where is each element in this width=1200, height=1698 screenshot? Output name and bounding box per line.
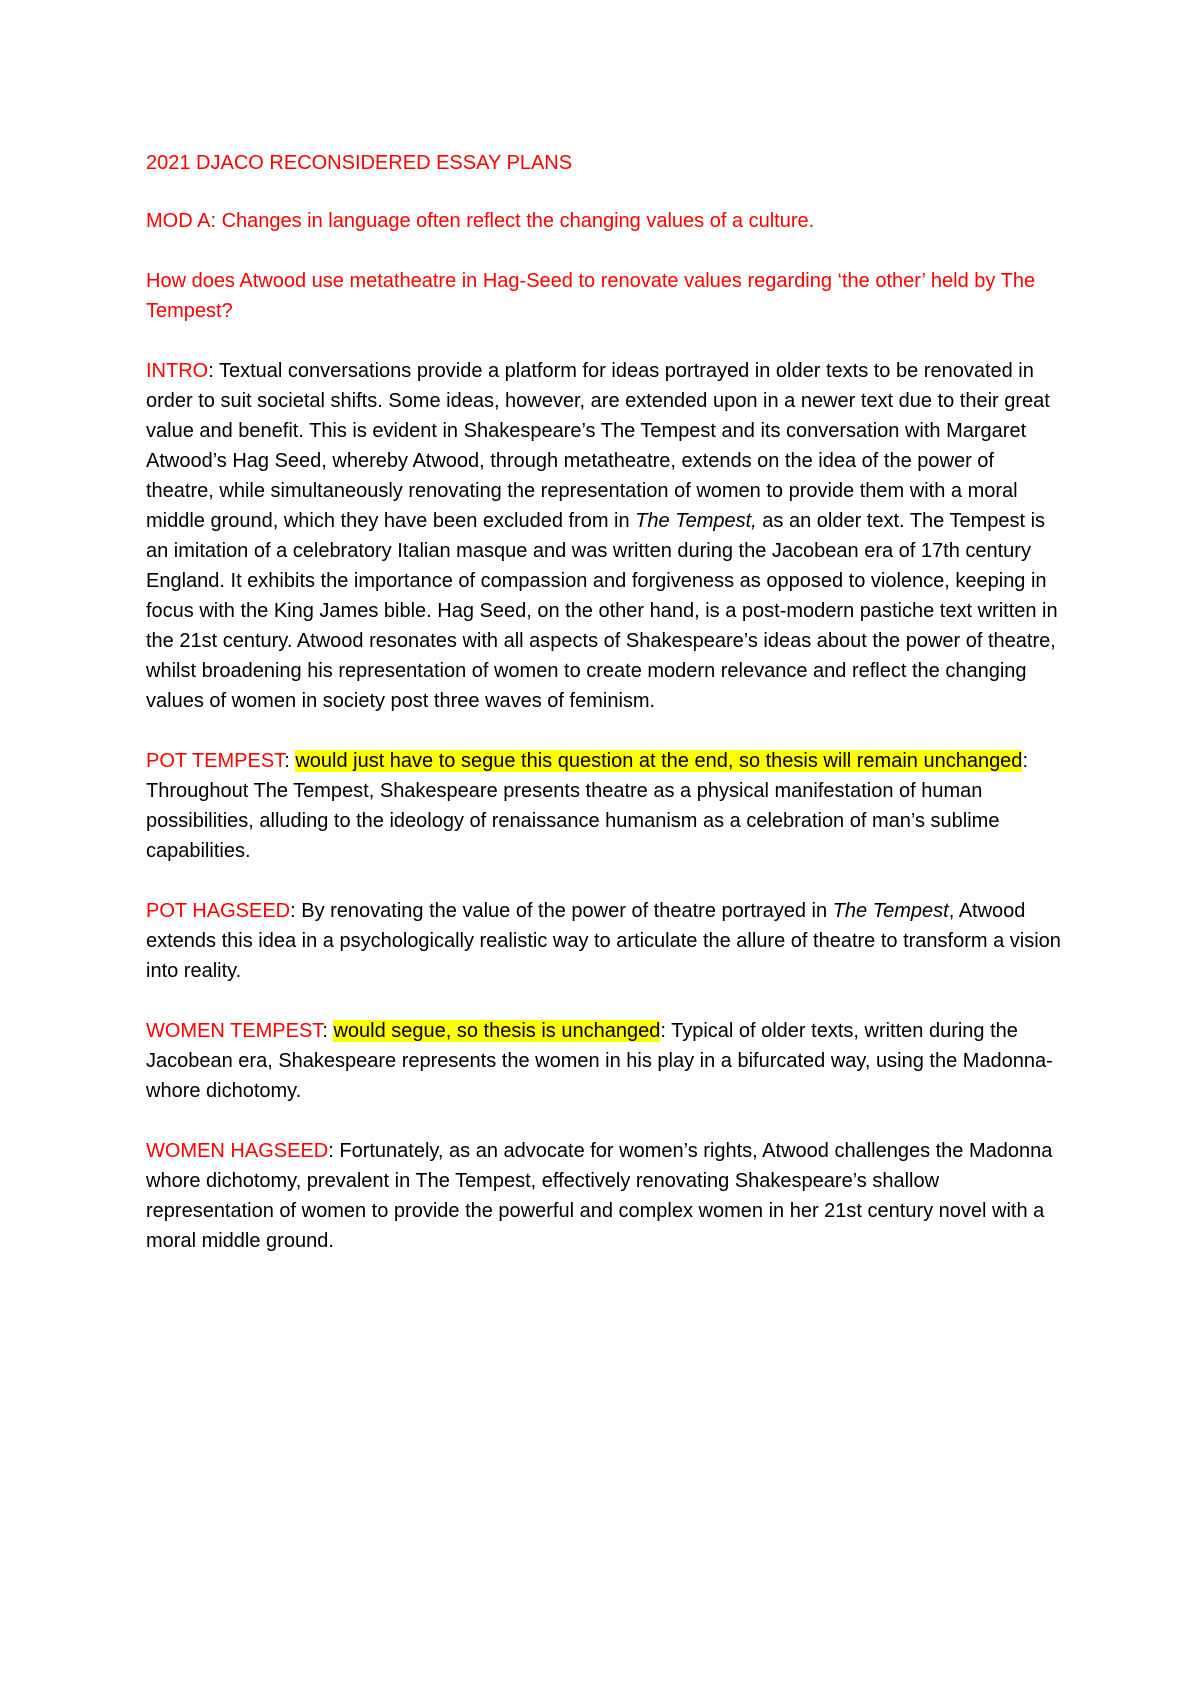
women-tempest-label: WOMEN TEMPEST xyxy=(146,1020,323,1042)
pot-tempest-paragraph xyxy=(146,746,1066,866)
women-tempest-sep: : xyxy=(322,1020,334,1042)
women-hagseed-label: WOMEN HAGSEED xyxy=(146,1140,329,1162)
pot-hagseed-italic-title: The Tempest xyxy=(832,900,949,922)
essay-question: How does Atwood use metatheatre in Hag-Seed to renovate values regarding ‘the other’ held by The Tempest? xyxy=(146,270,1036,322)
women-tempest-paragraph xyxy=(146,1016,1066,1106)
module-heading: MOD A: Changes in language often reflect the changing values of a culture. xyxy=(146,210,815,232)
pot-hagseed-paragraph xyxy=(146,896,1066,986)
pot-tempest-text: : Throughout The Tempest, Shakespeare presents theatre as a physical manifestation of human possibilities, alluding to the ideology of renaissance humanism as a celebration of man’s sublime capabilities. xyxy=(146,750,1028,862)
intro-text-a: : Textual conversations provide a platform for ideas portrayed in older texts to be renovated in order to suit societal shifts. Some ideas, however, are extended upon in a newer text due to their great value and benefit. This is evident in Shakespeare’s The Tempest and its conversation with Margaret Atwood’s Hag Seed, whereby Atwood, through metatheatre, extends on the idea of the power of theatre, while simultaneously renovating the representation of women to provide them with a moral middle ground, which they have been excluded from in xyxy=(146,360,1050,532)
pot-hagseed-label: POT HAGSEED xyxy=(146,900,291,922)
women-tempest-highlight: would segue, so thesis is unchanged xyxy=(333,1020,661,1042)
women-tempest-text: : Typical of older texts, written during the Jacobean era, Shakespeare represents the women in his play in a bifurcated way, using the Madonna-whore dichotomy. xyxy=(146,1020,1053,1102)
document-page xyxy=(146,148,1066,1286)
document-title: 2021 DJACO RECONSIDERED ESSAY PLANS xyxy=(146,152,573,174)
women-hagseed-paragraph xyxy=(146,1136,1066,1256)
intro-text-b: as an older text. The Tempest is an imitation of a celebratory Italian masque and was written during the Jacobean era of 17th century England. It exhibits the importance of compassion and forgiveness as opposed to violence, keeping in focus with the King James bible. Hag Seed, on the other hand, is a post-modern pastiche text written in the 21st century. Atwood resonates with all aspects of Shakespeare’s ideas about the power of theatre, whilst broadening his representation of women to create modern relevance and reflect the changing values of women in society post three waves of feminism. xyxy=(146,510,1058,712)
pot-tempest-label: POT TEMPEST xyxy=(146,750,285,772)
intro-italic-title: The Tempest, xyxy=(635,510,757,532)
pot-hagseed-text-a: : By renovating the value of the power of theatre portrayed in xyxy=(290,900,833,922)
pot-hagseed-text-b: , Atwood extends this idea in a psychologically realistic way to articulate the allure of theatre to transform a vision into reality. xyxy=(146,900,1061,982)
intro-label: INTRO xyxy=(146,360,209,382)
pot-tempest-highlight: would just have to segue this question at the end, so thesis will remain unchanged xyxy=(295,750,1023,772)
women-hagseed-text: : Fortunately, as an advocate for women’s rights, Atwood challenges the Madonna whore dichotomy, prevalent in The Tempest, effectively renovating Shakespeare’s shallow representation of women to provide the powerful and complex women in her 21st century novel with a moral middle ground. xyxy=(146,1140,1053,1252)
intro-paragraph xyxy=(146,356,1066,716)
pot-tempest-sep: : xyxy=(284,750,296,772)
